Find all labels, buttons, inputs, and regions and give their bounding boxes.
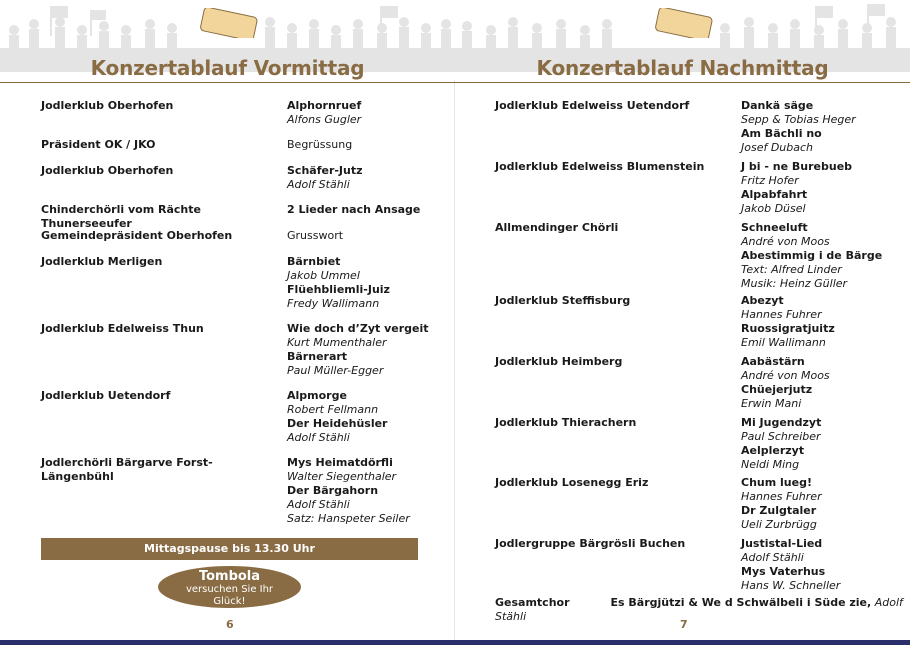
club-name: Jodlerklub Steffisburg — [495, 294, 631, 307]
program-items — [741, 221, 906, 291]
composer-name: Fredy Wallimann — [287, 297, 380, 310]
song-title: Der Heidehüsler — [287, 417, 388, 430]
composer-name: Erwin Mani — [741, 397, 802, 410]
song-title: Alphornruef — [287, 99, 362, 112]
composer-name: Hannes Fuhrer — [741, 490, 822, 503]
club-name: Jodlergruppe Bärgrösli Buchen — [495, 537, 686, 550]
club-name: Gemeindepräsident Oberhofen — [41, 229, 233, 242]
page-title: Konzertablauf Nachmittag — [536, 56, 829, 80]
song-title: Justistal-Lied — [741, 537, 823, 550]
song-title: Alpmorge — [287, 389, 347, 402]
club-name: Jodlerklub Edelweiss Blumenstein — [495, 160, 705, 173]
composer-name: Paul Müller-Egger — [287, 364, 384, 377]
song-title: 2 Lieder nach Ansage — [287, 203, 421, 216]
composer-name: Hannes Fuhrer — [741, 308, 822, 321]
song-title: Abezyt — [741, 294, 784, 307]
club-name: Jodlerklub Edelweiss Thun — [41, 322, 204, 335]
song-title: Ruossigratjuitz — [741, 322, 835, 335]
composer-name: Fritz Hofer — [741, 174, 799, 187]
song-title: Dankä säge — [741, 99, 814, 112]
program-items — [741, 160, 906, 216]
composer-name: Neldi Ming — [741, 458, 800, 471]
composer-name: Jakob Ummel — [287, 269, 360, 282]
song-title: Dr Zulgtaler — [741, 504, 817, 517]
composer-name: Paul Schreiber — [741, 430, 821, 443]
program-items — [287, 99, 452, 127]
program-items — [741, 476, 906, 532]
composer-name: Adolf Stähli — [287, 431, 350, 444]
song-title: J bi - ne Burebueb — [741, 160, 853, 173]
composer-name: Ueli Zurbrügg — [741, 518, 817, 531]
song-title: Wie doch d’Zyt vergeit — [287, 322, 429, 335]
club-name: Jodlerklub Edelweiss Uetendorf — [495, 99, 690, 112]
festival-badge-icon — [655, 8, 713, 38]
program-items — [287, 164, 452, 192]
club-name: Jodlerklub Merligen — [41, 255, 163, 268]
song-title: Mys Vaterhus — [741, 565, 826, 578]
song-title: Schneeluft — [741, 221, 808, 234]
program-items — [741, 99, 906, 155]
tombola-title: Tombola — [198, 569, 261, 584]
title-rule — [455, 82, 910, 83]
song-title: Der Bärgahorn — [287, 484, 379, 497]
tombola-line-2: Glück! — [213, 596, 246, 607]
page-right — [455, 0, 910, 645]
gesamtchor-song: Es Bärgjützi & We d Schwälbeli i Süde zie, — [610, 596, 872, 609]
composer-name: André von Moos — [741, 369, 830, 382]
title-rule — [0, 82, 455, 83]
club-name: Jodlerklub Oberhofen — [41, 99, 174, 112]
song-title: Bärnerart — [287, 350, 348, 363]
festival-badge-icon — [200, 8, 258, 38]
program-items — [741, 294, 906, 350]
composer-name: Text: Alfred Linder — [741, 263, 842, 276]
composer-name: Satz: Hanspeter Seiler — [287, 512, 410, 525]
gesamtchor-row — [495, 596, 905, 624]
program-items — [287, 255, 452, 311]
page-number: 7 — [680, 618, 688, 631]
song-title: Chum lueg! — [741, 476, 812, 489]
club-name: Jodlerklub Uetendorf — [41, 389, 171, 402]
composer-name: Adolf Stähli — [741, 551, 804, 564]
club-name: Jodlerklub Thierachern — [495, 416, 637, 429]
bottom-bar — [0, 640, 910, 645]
program-items — [741, 537, 906, 593]
program-items — [287, 138, 452, 152]
gesamtchor-label: Gesamtchor — [495, 596, 570, 609]
program-items — [741, 416, 906, 472]
song-title: Alpabfahrt — [741, 188, 808, 201]
program-note: Begrüssung — [287, 138, 353, 151]
composer-name: Sepp & Tobias Heger — [741, 113, 856, 126]
composer-name: Josef Dubach — [741, 141, 814, 154]
song-title: Schäfer-Jutz — [287, 164, 363, 177]
club-name: Chinderchörli vom Rächte Thunerseeufer — [41, 203, 201, 230]
composer-name: Alfons Gugler — [287, 113, 362, 126]
tombola-ellipse — [158, 566, 301, 608]
composer-name: Adolf Stähli — [287, 498, 350, 511]
gesamtchor-author: Adolf Stähli — [495, 596, 903, 623]
song-title: Am Bächli no — [741, 127, 822, 140]
song-title: Flüehbliemli-Juiz — [287, 283, 390, 296]
club-name: Jodlerklub Heimberg — [495, 355, 623, 368]
program-items — [741, 355, 906, 411]
composer-name: Walter Siegenthaler — [287, 470, 397, 483]
program-items — [287, 322, 452, 378]
club-name: Jodlerklub Losenegg Eriz — [495, 476, 649, 489]
song-title: Aelplerzyt — [741, 444, 805, 457]
song-title: Abestimmig i de Bärge — [741, 249, 883, 262]
composer-name: Adolf Stähli — [287, 178, 350, 191]
song-title: Aabästärn — [741, 355, 805, 368]
song-title: Mys Heimatdörfli — [287, 456, 393, 469]
lunch-break-banner: Mittagspause bis 13.30 Uhr — [41, 538, 418, 560]
club-name: Jodlerklub Oberhofen — [41, 164, 174, 177]
song-title: Mi Jugendzyt — [741, 416, 822, 429]
composer-name: Robert Fellmann — [287, 403, 379, 416]
page-title: Konzertablauf Vormittag — [90, 56, 365, 80]
program-items — [287, 389, 452, 445]
composer-name: Jakob Düsel — [741, 202, 806, 215]
club-name: Jodlerchörli Bärgarve Forst-Längenbühl — [41, 456, 213, 483]
program-note: Grusswort — [287, 229, 344, 242]
program-items — [287, 229, 452, 243]
tombola-line-1: versuchen Sie Ihr — [185, 584, 274, 595]
program-items — [287, 203, 452, 217]
composer-name: Hans W. Schneller — [741, 579, 841, 592]
song-title: Bärnbiet — [287, 255, 341, 268]
song-title: Chüejerjutz — [741, 383, 813, 396]
composer-name: Kurt Mumenthaler — [287, 336, 387, 349]
composer-name: Musik: Heinz Güller — [741, 277, 848, 290]
composer-name: André von Moos — [741, 235, 830, 248]
program-items — [287, 456, 452, 526]
page-number: 6 — [226, 618, 234, 631]
club-name: Präsident OK / JKO — [41, 138, 156, 151]
composer-name: Emil Wallimann — [741, 336, 826, 349]
club-name: Allmendinger Chörli — [495, 221, 619, 234]
